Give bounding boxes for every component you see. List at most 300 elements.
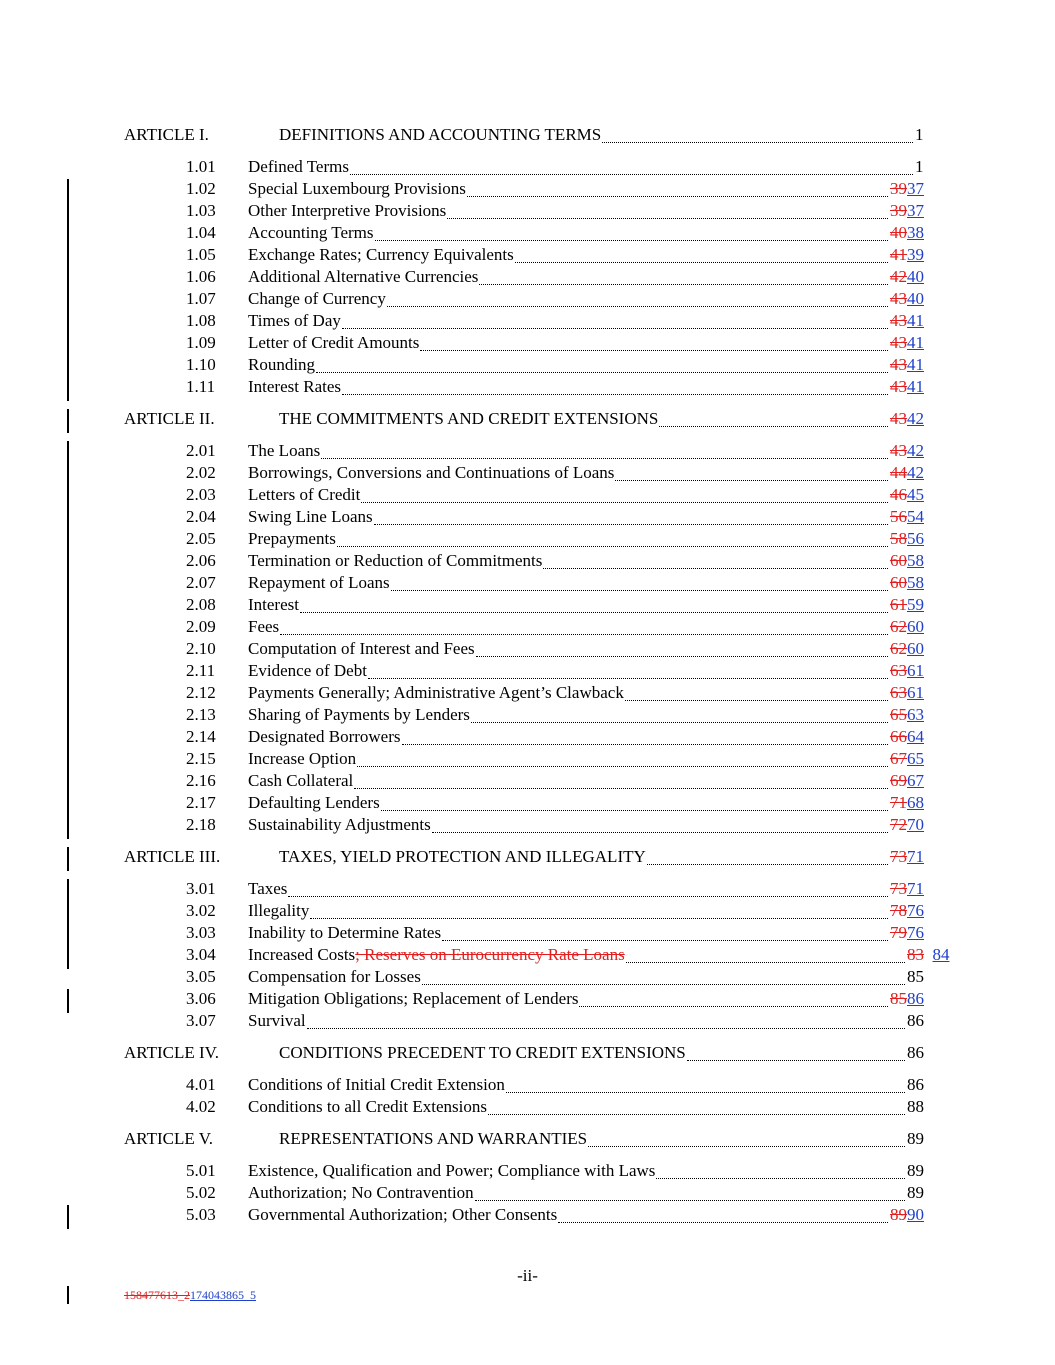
page-number-deleted: 65 [890, 705, 907, 724]
entry-title[interactable] [248, 814, 431, 836]
dot-leader [579, 988, 888, 1007]
page-reference[interactable] [907, 1182, 924, 1204]
entry-title-text: Existence, Qualification and Power; Compliance with Laws [248, 1161, 656, 1180]
toc-section [0, 266, 1055, 288]
toc-section [0, 1074, 1055, 1096]
dot-leader [288, 878, 888, 897]
change-bar [67, 749, 69, 773]
toc-section [0, 354, 1055, 376]
dot-leader [687, 1042, 905, 1061]
entry-title[interactable] [248, 748, 356, 770]
section-number: 3.05 [186, 967, 216, 986]
entry-title-text: Defined Terms [248, 157, 349, 176]
entry-title-text: Letters of Credit [248, 485, 361, 504]
dot-leader [488, 1096, 905, 1115]
page-reference[interactable] [890, 660, 924, 682]
entry-title[interactable] [248, 462, 614, 484]
page-reference[interactable] [907, 944, 950, 966]
page-reference[interactable] [890, 550, 924, 572]
page-reference[interactable] [890, 200, 924, 222]
section-number: 4.02 [186, 1097, 216, 1116]
dot-leader [476, 638, 888, 657]
section-number: 2.06 [186, 551, 216, 570]
entry-title-text: Repayment of Loans [248, 573, 390, 592]
dot-leader [647, 846, 888, 865]
entry-title[interactable] [248, 200, 446, 222]
change-bar [67, 201, 69, 225]
entry-title[interactable] [248, 988, 578, 1010]
toc-article [0, 1128, 1055, 1150]
entry-title-text: Sharing of Payments by Lenders [248, 705, 470, 724]
page-reference[interactable] [890, 792, 924, 814]
toc-section [0, 726, 1055, 748]
page-reference[interactable] [890, 594, 924, 616]
entry-title[interactable] [248, 440, 320, 462]
page-reference[interactable] [907, 1160, 924, 1182]
page-number-deleted: 62 [890, 617, 907, 636]
toc-section [0, 1010, 1055, 1032]
entry-title-text: Increased Costs [248, 945, 356, 964]
entry-title[interactable] [248, 506, 373, 528]
change-bar [67, 311, 69, 335]
dot-leader [307, 1010, 905, 1029]
section-number: 2.03 [186, 485, 216, 504]
section-number: 2.18 [186, 815, 216, 834]
page-reference[interactable] [890, 638, 924, 660]
page-number-inserted: 42 [907, 441, 924, 460]
toc-section [0, 310, 1055, 332]
toc-section [0, 1204, 1055, 1226]
page-reference[interactable] [890, 846, 924, 868]
page-number-text: 85 [907, 967, 924, 986]
page-number-inserted: 39 [907, 245, 924, 264]
dot-leader [506, 1074, 905, 1093]
entry-title-text: Compensation for Losses [248, 967, 421, 986]
change-bar [67, 1205, 69, 1229]
entry-title[interactable] [248, 332, 419, 354]
entry-title-text: Change of Currency [248, 289, 386, 308]
page-number-inserted: 68 [907, 793, 924, 812]
page-reference[interactable] [890, 288, 924, 310]
toc-section [0, 1096, 1055, 1118]
entry-title-text: The Loans [248, 441, 321, 460]
toc-section [0, 988, 1055, 1010]
section-number: 1.08 [186, 311, 216, 330]
entry-title-text: Letter of Credit Amounts [248, 333, 420, 352]
section-number: 2.05 [186, 529, 216, 548]
page-number-deleted: 72 [890, 815, 907, 834]
page-number-text: 89 [907, 1161, 924, 1180]
entry-title[interactable] [279, 846, 646, 868]
entry-title[interactable] [279, 408, 658, 430]
change-bar [67, 441, 69, 465]
entry-title-text: Governmental Authorization; Other Consents [248, 1205, 558, 1224]
dot-leader [321, 440, 888, 459]
page-reference[interactable] [907, 1128, 924, 1150]
toc-section [0, 376, 1055, 398]
page-number-deleted: 71 [890, 793, 907, 812]
toc-section [0, 966, 1055, 988]
entry-title[interactable] [248, 726, 401, 748]
toc-section [0, 638, 1055, 660]
change-bar [67, 179, 69, 203]
dot-leader [354, 770, 888, 789]
page-number-inserted: 42 [907, 409, 924, 428]
entry-title-text: Rounding [248, 355, 316, 374]
page-reference[interactable] [890, 770, 924, 792]
entry-title[interactable] [248, 222, 374, 244]
dot-leader [420, 332, 888, 351]
section-number: 1.04 [186, 223, 216, 242]
page-number-deleted: 39 [890, 179, 907, 198]
entry-title[interactable] [248, 1096, 487, 1118]
page-number-inserted: 54 [907, 507, 924, 526]
toc-section [0, 550, 1055, 572]
section-number: 1.06 [186, 267, 216, 286]
change-bar [67, 661, 69, 685]
page-reference[interactable] [890, 408, 924, 430]
change-bar [67, 847, 69, 871]
page-number-inserted: 41 [907, 311, 924, 330]
page-number-inserted: 71 [907, 847, 924, 866]
page-number-text: 89 [907, 1183, 924, 1202]
entry-title[interactable] [248, 616, 279, 638]
page-number-deleted: 44 [890, 463, 907, 482]
page-number-inserted: 60 [907, 617, 924, 636]
page-number-text: 89 [907, 1129, 924, 1148]
entry-title-text: Payments Generally; Administrative Agent’s Clawback [248, 683, 624, 702]
page-number-inserted: 84 [932, 945, 950, 964]
page-number-deleted: 41 [890, 245, 907, 264]
toc-section [0, 1182, 1055, 1204]
page-reference[interactable] [907, 1074, 924, 1096]
entry-title-text: Conditions of Initial Credit Extension [248, 1075, 505, 1094]
entry-title-text: Prepayments [248, 529, 336, 548]
toc-section [0, 922, 1055, 944]
dot-leader [615, 462, 888, 481]
toc-article [0, 1042, 1055, 1064]
page-reference[interactable] [907, 1010, 924, 1032]
entry-title[interactable] [279, 1128, 587, 1150]
change-bar [67, 815, 69, 839]
section-number: 3.07 [186, 1011, 216, 1030]
toc-section [0, 682, 1055, 704]
entry-title-text: Fees [248, 617, 280, 636]
section-number: 2.17 [186, 793, 216, 812]
toc-article [0, 846, 1055, 868]
change-bar [67, 923, 69, 947]
entry-title[interactable] [279, 1042, 686, 1064]
page-number-deleted: 85 [890, 989, 907, 1008]
page-number-inserted: 61 [907, 661, 924, 680]
entry-title[interactable] [248, 376, 341, 398]
page-number-inserted: 45 [907, 485, 924, 504]
page-number-inserted: 37 [907, 201, 924, 220]
section-number: 3.02 [186, 901, 216, 920]
dot-leader [337, 528, 888, 547]
entry-title[interactable] [248, 266, 478, 288]
entry-title[interactable] [279, 124, 601, 146]
page-number-inserted: 60 [907, 639, 924, 658]
page-reference[interactable] [890, 900, 924, 922]
dot-leader [350, 156, 913, 175]
dot-leader [442, 922, 888, 941]
change-bar [67, 901, 69, 925]
page-reference[interactable] [890, 682, 924, 704]
page-number-inserted: 37 [907, 179, 924, 198]
entry-title[interactable] [248, 484, 360, 506]
entry-title[interactable] [248, 966, 421, 988]
page-reference[interactable] [890, 572, 924, 594]
page-reference[interactable] [890, 506, 924, 528]
page-reference[interactable] [890, 376, 924, 398]
entry-title[interactable] [248, 638, 475, 660]
page-reference[interactable] [907, 966, 924, 988]
change-bar [67, 727, 69, 751]
entry-title[interactable] [248, 1074, 505, 1096]
change-bar [67, 485, 69, 509]
dot-leader [300, 594, 888, 613]
page-number-inserted: 76 [907, 923, 924, 942]
toc-section [0, 1160, 1055, 1182]
page-reference[interactable] [890, 814, 924, 836]
entry-title[interactable] [248, 660, 367, 682]
page-number-text: 1 [915, 157, 924, 176]
page-number-inserted: 56 [907, 529, 924, 548]
page-number-deleted: 42 [890, 267, 907, 286]
toc-section [0, 506, 1055, 528]
dot-leader [625, 682, 888, 701]
page-number-inserted: 41 [907, 355, 924, 374]
entry-title[interactable] [248, 288, 386, 310]
entry-title[interactable] [248, 156, 349, 178]
page-number-deleted: 63 [890, 661, 907, 680]
change-bar [67, 705, 69, 729]
change-bar [67, 879, 69, 903]
change-bar [67, 551, 69, 575]
section-number: 1.05 [186, 245, 216, 264]
entry-title-text: Survival [248, 1011, 306, 1030]
dot-leader [375, 222, 888, 241]
toc-section [0, 594, 1055, 616]
dot-leader [310, 900, 888, 919]
entry-title[interactable] [248, 944, 625, 966]
page-reference[interactable] [890, 178, 924, 200]
page-number-inserted: 90 [907, 1205, 924, 1224]
entry-title[interactable] [248, 550, 542, 572]
dot-leader [422, 966, 905, 985]
page-reference[interactable] [915, 124, 924, 146]
page-number-deleted: 63 [890, 683, 907, 702]
page-number-text: 86 [907, 1011, 924, 1030]
page-reference[interactable] [890, 704, 924, 726]
entry-title-text: Authorization; No Contravention [248, 1183, 474, 1202]
page-number-deleted: 73 [890, 847, 907, 866]
page-number-inserted: 65 [907, 749, 924, 768]
entry-title[interactable] [248, 792, 380, 814]
entry-title[interactable] [248, 770, 353, 792]
section-number: 1.07 [186, 289, 216, 308]
entry-title-text: Sustainability Adjustments [248, 815, 431, 834]
dot-leader [381, 792, 888, 811]
page-number-inserted: 67 [907, 771, 924, 790]
toc-section [0, 660, 1055, 682]
toc-section [0, 200, 1055, 222]
change-bar [67, 793, 69, 817]
section-number: 3.01 [186, 879, 216, 898]
section-number: 2.02 [186, 463, 216, 482]
page-reference[interactable] [890, 528, 924, 550]
page-number-inserted: 76 [907, 901, 924, 920]
dot-leader [280, 616, 888, 635]
page-number-inserted: 40 [907, 267, 924, 286]
change-bar [67, 639, 69, 663]
page-reference[interactable] [890, 354, 924, 376]
section-number: 1.02 [186, 179, 216, 198]
page-reference[interactable] [890, 726, 924, 748]
page-number-deleted: 60 [890, 551, 907, 570]
section-number: 1.01 [186, 157, 216, 176]
page-reference[interactable] [890, 616, 924, 638]
page-reference[interactable] [890, 922, 924, 944]
page-number-inserted: 59 [907, 595, 924, 614]
entry-title[interactable] [248, 244, 514, 266]
entry-title[interactable] [248, 704, 470, 726]
dot-leader [374, 506, 888, 525]
dot-leader [402, 726, 888, 745]
entry-title[interactable] [248, 572, 390, 594]
entry-title[interactable] [248, 528, 336, 550]
change-bar [67, 1286, 69, 1304]
entry-title[interactable] [248, 682, 624, 704]
page-number-inserted: 86 [907, 989, 924, 1008]
page-number-inserted: 70 [907, 815, 924, 834]
change-bar [67, 945, 69, 969]
entry-title[interactable] [248, 1010, 306, 1032]
page-reference[interactable] [890, 222, 924, 244]
page-number-deleted: 62 [890, 639, 907, 658]
section-number: 2.07 [186, 573, 216, 592]
page-number-inserted: 64 [907, 727, 924, 746]
page-reference[interactable] [890, 462, 924, 484]
entry-title[interactable] [248, 900, 309, 922]
page-number-deleted: 66 [890, 727, 907, 746]
entry-title[interactable] [248, 178, 466, 200]
change-bar [67, 409, 69, 433]
entry-title[interactable] [248, 354, 315, 376]
section-number: 1.11 [186, 377, 216, 396]
toc-section [0, 748, 1055, 770]
entry-title-text: Inability to Determine Rates [248, 923, 442, 942]
dot-leader [626, 944, 905, 963]
toc-section [0, 462, 1055, 484]
toc-section [0, 484, 1055, 506]
page-number-deleted: 46 [890, 485, 907, 504]
section-number: 4.01 [186, 1075, 216, 1094]
dot-leader [479, 266, 888, 285]
toc-section [0, 440, 1055, 462]
section-number: 3.06 [186, 989, 216, 1008]
toc-section [0, 792, 1055, 814]
page-reference[interactable] [907, 1042, 924, 1064]
page-number-text: 86 [907, 1043, 924, 1062]
page-reference[interactable] [890, 1204, 924, 1226]
entry-title[interactable] [248, 1204, 557, 1226]
entry-title[interactable] [248, 594, 299, 616]
dot-leader [475, 1182, 905, 1201]
article-label: ARTICLE I. [124, 125, 209, 144]
page-reference[interactable] [890, 484, 924, 506]
toc-section [0, 900, 1055, 922]
change-bar [67, 463, 69, 487]
entry-title-text: Borrowings, Conversions and Continuations of Loans [248, 463, 615, 482]
page-number-deleted: 39 [890, 201, 907, 220]
page-number: -ii- [517, 1266, 538, 1285]
entry-title-text: Times of Day [248, 311, 341, 330]
page-number-deleted: 43 [890, 377, 907, 396]
section-number: 2.16 [186, 771, 216, 790]
section-number: 1.10 [186, 355, 216, 374]
page-reference[interactable] [890, 748, 924, 770]
page-number-deleted: 58 [890, 529, 907, 548]
dot-leader [659, 408, 888, 427]
page-number-inserted: 71 [907, 879, 924, 898]
page-reference[interactable] [890, 310, 924, 332]
page-reference[interactable] [907, 1096, 924, 1118]
dot-leader [342, 376, 888, 395]
page-number-deleted: 79 [890, 923, 907, 942]
page-number-inserted: 58 [907, 573, 924, 592]
page-reference[interactable] [915, 156, 924, 178]
change-bar [67, 355, 69, 379]
toc-article [0, 408, 1055, 430]
page-reference[interactable] [890, 266, 924, 288]
page-number-deleted: 43 [890, 311, 907, 330]
page-reference[interactable] [890, 440, 924, 462]
article-label: ARTICLE V. [124, 1129, 214, 1148]
toc-section [0, 572, 1055, 594]
page-reference[interactable] [890, 988, 924, 1010]
toc-section [0, 878, 1055, 900]
section-number: 2.09 [186, 617, 216, 636]
toc-section [0, 178, 1055, 200]
page-number-deleted: 89 [890, 1205, 907, 1224]
page-reference[interactable] [890, 244, 924, 266]
toc-section [0, 616, 1055, 638]
entry-title-text: Special Luxembourg Provisions [248, 179, 466, 198]
page-number-inserted: 41 [907, 377, 924, 396]
entry-title[interactable] [248, 922, 441, 944]
dot-leader [368, 660, 888, 679]
change-bar [67, 245, 69, 269]
page-number-text: 86 [907, 1075, 924, 1094]
entry-title-text: Mitigation Obligations; Replacement of Lenders [248, 989, 579, 1008]
entry-title[interactable] [248, 1160, 655, 1182]
dot-leader [602, 124, 913, 143]
entry-title-text: REPRESENTATIONS AND WARRANTIES [279, 1129, 588, 1148]
section-number: 2.04 [186, 507, 216, 526]
entry-title-text: Defaulting Lenders [248, 793, 380, 812]
change-bar [67, 223, 69, 247]
change-bar [67, 617, 69, 641]
page-reference[interactable] [890, 332, 924, 354]
page-reference[interactable] [890, 878, 924, 900]
page-number-deleted: 73 [890, 879, 907, 898]
entry-title[interactable] [248, 310, 341, 332]
toc-section [0, 770, 1055, 792]
entry-title[interactable] [248, 1182, 474, 1204]
entry-title[interactable] [248, 878, 287, 900]
